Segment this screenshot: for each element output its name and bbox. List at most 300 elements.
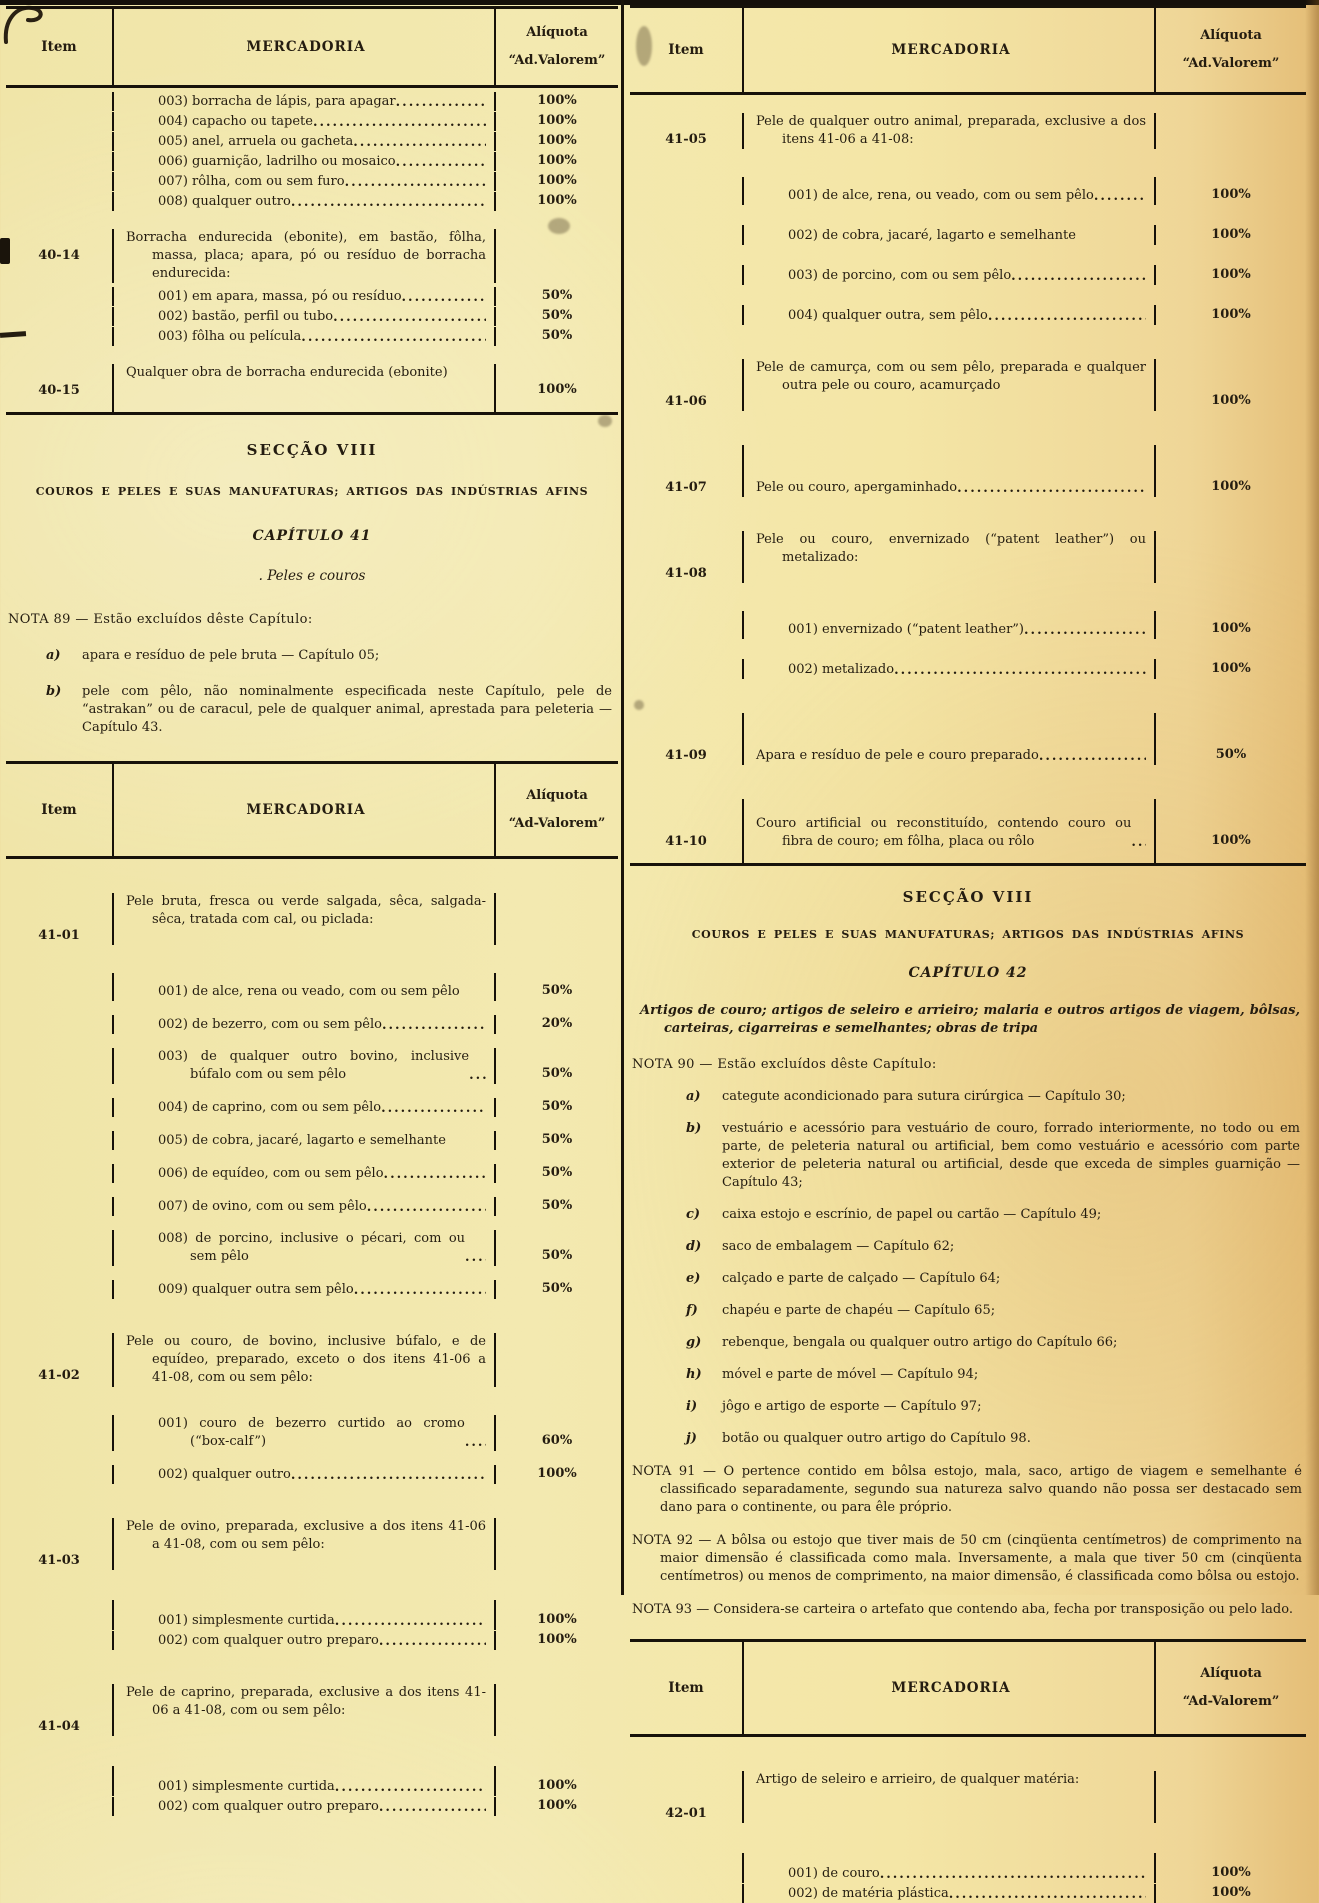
table-row bbox=[630, 285, 1306, 325]
note-letter: a) bbox=[46, 648, 61, 663]
column-divider-rule bbox=[621, 0, 624, 1595]
dot-leader bbox=[335, 1613, 486, 1630]
dot-leader bbox=[957, 480, 1146, 497]
item-code-cell bbox=[6, 973, 114, 1001]
description-cell bbox=[744, 359, 1154, 411]
table-row bbox=[6, 1650, 618, 1736]
item-code-cell bbox=[6, 1164, 114, 1183]
item-code-cell bbox=[6, 1230, 114, 1266]
note-item bbox=[46, 683, 612, 737]
item-code-cell bbox=[630, 225, 744, 245]
note-text: móvel e parte de móvel — Capítulo 94; bbox=[722, 1367, 979, 1382]
item-code-cell bbox=[630, 659, 744, 679]
header-aliquota bbox=[1154, 8, 1306, 92]
description-cell bbox=[744, 851, 1154, 863]
item-code-cell: 41-05 bbox=[630, 113, 744, 149]
sub-item-text: 002) metalizado bbox=[788, 662, 895, 677]
dot-leader bbox=[353, 134, 486, 151]
table-row bbox=[6, 306, 618, 326]
description-cell bbox=[114, 400, 494, 412]
sub-item-cell bbox=[114, 172, 494, 191]
table-row bbox=[6, 1266, 618, 1299]
sub-item-cell bbox=[114, 1280, 494, 1299]
rate-cell: 60% bbox=[494, 1415, 618, 1451]
note-letter: b) bbox=[686, 1121, 702, 1136]
rate-cell: 100% bbox=[494, 364, 618, 400]
dot-leader bbox=[1011, 268, 1146, 285]
note-item bbox=[686, 1398, 1300, 1416]
table-row bbox=[6, 1034, 618, 1084]
sub-item-cell bbox=[114, 327, 494, 346]
header-aliquota-line1: Alíquota bbox=[526, 24, 588, 40]
table-row bbox=[6, 1117, 618, 1150]
sub-item-cell bbox=[744, 225, 1154, 245]
dot-leader bbox=[367, 1199, 486, 1216]
note-text: chapéu e parte de chapéu — Capítulo 65; bbox=[722, 1303, 996, 1318]
sub-item-cell bbox=[114, 1797, 494, 1816]
note-text: apara e resíduo de pele bruta — Capítulo 05; bbox=[82, 648, 380, 663]
chapter-subtitle bbox=[630, 1002, 1306, 1038]
note-letter: j) bbox=[686, 1431, 697, 1446]
right-page-column bbox=[630, 0, 1306, 1903]
item-code-cell: 40-14 bbox=[6, 229, 114, 283]
sub-item-text: 004) qualquer outra, sem pêlo bbox=[788, 308, 988, 323]
rate-cell bbox=[1154, 113, 1306, 149]
sub-item-text: 003) de porcino, com ou sem pêlo bbox=[788, 268, 1012, 283]
sub-item-text: 001) simplesmente curtida bbox=[158, 1779, 335, 1794]
item-code-cell: 41-10 bbox=[630, 799, 744, 851]
item-code-cell bbox=[6, 1098, 114, 1117]
header-aliquota-line1: Alíquota bbox=[526, 787, 588, 803]
dot-leader bbox=[379, 1799, 486, 1816]
table-row bbox=[630, 497, 1306, 583]
dot-leader bbox=[384, 1166, 486, 1183]
rate-cell: 50% bbox=[494, 1098, 618, 1117]
header-mercadoria: MERCADORIA bbox=[246, 39, 366, 55]
table-row bbox=[6, 1001, 618, 1034]
note-item bbox=[686, 1334, 1300, 1352]
table-row bbox=[6, 131, 618, 151]
item-code-cell bbox=[6, 1131, 114, 1150]
table-body bbox=[630, 95, 1306, 863]
rate-cell: 100% bbox=[494, 1797, 618, 1816]
rate-cell: 20% bbox=[494, 1015, 618, 1034]
dot-leader bbox=[988, 308, 1146, 325]
table-body bbox=[6, 859, 618, 1816]
item-code-cell bbox=[6, 400, 114, 412]
table-row bbox=[6, 1216, 618, 1266]
chapter-subtitle: . Peles e couros bbox=[258, 568, 366, 584]
sub-item-cell bbox=[744, 177, 1154, 205]
description-text: Qualquer obra de borracha endurecida (ebonite) bbox=[126, 365, 448, 380]
sub-item-cell bbox=[114, 192, 494, 211]
item-code-cell bbox=[6, 1600, 114, 1630]
table-body bbox=[6, 88, 618, 412]
sub-item-text: 001) couro de bezerro curtido ao cromo (“box-calf”) bbox=[158, 1416, 465, 1449]
rate-cell: 50% bbox=[494, 327, 618, 346]
rate-cell: 50% bbox=[494, 1164, 618, 1183]
sub-item-text: 002) de bezerro, com ou sem pêlo bbox=[158, 1017, 382, 1032]
sub-item-text: 004) capacho ou tapete bbox=[158, 114, 313, 129]
rate-cell bbox=[494, 1684, 618, 1736]
table-row bbox=[630, 583, 1306, 639]
rate-cell bbox=[1154, 851, 1306, 863]
table-row bbox=[6, 1451, 618, 1484]
sub-item-cell bbox=[114, 92, 494, 111]
item-code-cell: 41-06 bbox=[630, 359, 744, 411]
item-code-cell bbox=[6, 1280, 114, 1299]
dot-leader bbox=[335, 1779, 486, 1796]
dot-leader bbox=[1131, 834, 1146, 851]
note-letter: d) bbox=[686, 1239, 702, 1254]
sub-item-cell bbox=[114, 132, 494, 151]
rate-cell: 50% bbox=[494, 287, 618, 306]
sub-item-cell bbox=[114, 1415, 494, 1451]
rate-cell: 100% bbox=[494, 1600, 618, 1630]
table-row bbox=[630, 1823, 1306, 1883]
note-letter: g) bbox=[686, 1335, 702, 1350]
sub-item-cell bbox=[114, 307, 494, 326]
table-row bbox=[6, 1736, 618, 1796]
table-row bbox=[630, 411, 1306, 497]
rate-cell: 100% bbox=[494, 112, 618, 131]
item-code-cell bbox=[6, 1197, 114, 1216]
table-row bbox=[6, 1387, 618, 1451]
description-text: Pele de qualquer outro animal, preparada, exclusive a dos itens 41-06 a 41-08: bbox=[756, 114, 1146, 147]
description-cell bbox=[114, 893, 494, 945]
table-row bbox=[630, 95, 1306, 149]
dot-leader bbox=[345, 174, 486, 191]
note-text: categute acondicionado para sutura cirúrgica — Capítulo 30; bbox=[722, 1089, 1126, 1104]
rate-cell: 100% bbox=[1154, 799, 1306, 851]
sub-item-cell bbox=[744, 265, 1154, 285]
sub-item-cell bbox=[744, 659, 1154, 679]
rate-cell: 100% bbox=[494, 92, 618, 111]
item-code-cell bbox=[6, 152, 114, 171]
rate-cell bbox=[494, 229, 618, 283]
sub-item-cell bbox=[114, 1766, 494, 1796]
note-letter: e) bbox=[686, 1271, 701, 1286]
sub-item-cell bbox=[114, 1164, 494, 1183]
item-code-cell bbox=[6, 172, 114, 191]
section-heading: SECÇÃO VIII bbox=[902, 888, 1034, 906]
header-aliquota-line2: “Ad.Valorem” bbox=[1182, 55, 1280, 71]
note-text: saco de embalagem — Capítulo 62; bbox=[722, 1239, 955, 1254]
sub-item-cell bbox=[744, 611, 1154, 639]
sub-item-cell bbox=[114, 112, 494, 131]
note-item bbox=[686, 1238, 1300, 1256]
item-code-cell: 41-04 bbox=[6, 1684, 114, 1736]
nota-91: NOTA 91 — O pertence contido em bôlsa estojo, mala, saco, artigo de viagem e semelhante é classificado separadamente, segundo sua natureza salvo quando não possa ser destacado sem dano para o continente, ou para êle próprio. bbox=[632, 1464, 1302, 1515]
table-row-spacer bbox=[6, 400, 618, 412]
sub-item-text: 002) com qualquer outro preparo bbox=[158, 1633, 379, 1648]
dot-leader bbox=[1094, 188, 1146, 205]
item-code-cell bbox=[6, 1631, 114, 1650]
sub-item-text: 001) de alce, rena ou veado, com ou sem pêlo bbox=[158, 984, 460, 999]
rate-cell: 50% bbox=[494, 1048, 618, 1084]
rate-cell: 100% bbox=[494, 1465, 618, 1484]
dot-leader bbox=[949, 1886, 1146, 1903]
sub-item-text: 005) anel, arruela ou gacheta bbox=[158, 134, 354, 149]
sub-item-text: 005) de cobra, jacaré, lagarto e semelhante bbox=[158, 1133, 446, 1148]
dot-leader bbox=[880, 1866, 1146, 1883]
table-row bbox=[630, 679, 1306, 765]
sub-item-cell bbox=[114, 973, 494, 1001]
item-code-cell bbox=[6, 192, 114, 211]
note-item bbox=[686, 1088, 1300, 1106]
sub-item-cell bbox=[114, 287, 494, 306]
note-item bbox=[686, 1366, 1300, 1384]
dot-leader bbox=[894, 662, 1146, 679]
dot-leader bbox=[382, 1017, 486, 1034]
sub-item-text: 009) qualquer outra sem pêlo bbox=[158, 1282, 354, 1297]
chapter-heading: CAPÍTULO 42 bbox=[908, 965, 1028, 981]
nota-92: NOTA 92 — A bôlsa ou estojo que tiver mais de 50 cm (cinqüenta centímetros) de comprimento na maior dimensão é classificada como mala. Inversamente, a mala que tiver 50 cm (cinqüenta centímetros) ou menos de comprimento, na maior dimensão, é classificada como bôlsa ou estojo. bbox=[632, 1533, 1302, 1584]
description-cell bbox=[744, 799, 1154, 851]
sub-item-text: 001) em apara, massa, pó ou resíduo bbox=[158, 289, 402, 304]
rate-cell: 100% bbox=[494, 1766, 618, 1796]
tariff-table-chapter-41-right bbox=[630, 5, 1306, 866]
table-row bbox=[630, 325, 1306, 411]
header-aliquota-line2: “Ad-Valorem” bbox=[1182, 1693, 1280, 1709]
table-row bbox=[6, 326, 618, 346]
sub-item-text: 001) de couro bbox=[788, 1866, 880, 1881]
rate-cell: 100% bbox=[1154, 225, 1306, 245]
sub-item-cell bbox=[114, 1465, 494, 1484]
dot-leader bbox=[1024, 622, 1146, 639]
dot-leader bbox=[381, 1100, 486, 1117]
dot-leader bbox=[465, 1249, 486, 1266]
description-cell bbox=[114, 1684, 494, 1736]
note-letter: i) bbox=[686, 1399, 698, 1414]
sub-item-text: 003) de qualquer outro bovino, inclusive búfalo com ou sem pêlo bbox=[158, 1049, 470, 1082]
description-cell bbox=[114, 1333, 494, 1387]
table-row bbox=[6, 1299, 618, 1387]
dot-leader bbox=[379, 1633, 486, 1650]
sub-item-text: 001) simplesmente curtida bbox=[158, 1613, 335, 1628]
sub-item-text: 001) envernizado (“patent leather”) bbox=[788, 622, 1025, 637]
description-text: Pele ou couro, envernizado (“patent leather”) ou metalizado: bbox=[756, 532, 1146, 565]
header-mercadoria: MERCADORIA bbox=[891, 1680, 1011, 1696]
table-row bbox=[630, 245, 1306, 285]
rate-cell bbox=[494, 893, 618, 945]
sub-item-text: 003) borracha de lápis, para apagar bbox=[158, 94, 396, 109]
table-row bbox=[6, 211, 618, 283]
dot-leader bbox=[313, 114, 486, 131]
rate-cell: 100% bbox=[494, 172, 618, 191]
tariff-table-chapter-42 bbox=[630, 1639, 1306, 1903]
rate-cell: 100% bbox=[1154, 265, 1306, 285]
dot-leader bbox=[291, 194, 486, 211]
nota-93: NOTA 93 — Considera-se carteira o artefato que contendo aba, fecha por transposição ou pelo lado. bbox=[632, 1602, 1293, 1617]
rate-cell: 50% bbox=[494, 1230, 618, 1266]
section-41 bbox=[6, 441, 618, 737]
table-row bbox=[6, 1183, 618, 1216]
rate-cell: 100% bbox=[494, 192, 618, 211]
header-mercadoria: MERCADORIA bbox=[891, 42, 1011, 58]
rate-cell bbox=[1154, 1771, 1306, 1823]
note-letter: f) bbox=[686, 1303, 698, 1318]
section-caps-line: COUROS E PELES E SUAS MANUFATURAS; ARTIGOS DAS INDÚSTRIAS AFINS bbox=[35, 485, 589, 498]
tariff-table-chapter-40 bbox=[6, 6, 618, 415]
rate-cell: 50% bbox=[494, 973, 618, 1001]
section-42 bbox=[630, 888, 1306, 1619]
rate-cell bbox=[494, 1333, 618, 1387]
note-item bbox=[686, 1430, 1300, 1448]
note-item bbox=[46, 647, 612, 665]
item-code-cell: 42-01 bbox=[630, 1771, 744, 1823]
note-text: rebenque, bengala ou qualquer outro artigo do Capítulo 66; bbox=[722, 1335, 1118, 1350]
table-header bbox=[6, 9, 618, 88]
rate-cell: 100% bbox=[1154, 359, 1306, 411]
table-row bbox=[630, 1883, 1306, 1903]
header-mercadoria: MERCADORIA bbox=[246, 802, 366, 818]
item-code-cell: 41-03 bbox=[6, 1518, 114, 1570]
item-code-cell bbox=[630, 851, 744, 863]
description-text: Pele bruta, fresca ou verde salgada, sêca, salgada-sêca, tratada com cal, ou piclada: bbox=[126, 894, 486, 927]
item-code-cell bbox=[6, 1415, 114, 1451]
table-row bbox=[6, 88, 618, 111]
dot-leader bbox=[354, 1282, 486, 1299]
rate-cell bbox=[1154, 531, 1306, 583]
table-header bbox=[6, 764, 618, 859]
sub-item-cell bbox=[114, 152, 494, 171]
sub-item-cell bbox=[114, 1631, 494, 1650]
description-text: Borracha endurecida (ebonite), em bastão, fôlha, massa, placa; apara, pó ou resíduo de borracha endurecida: bbox=[126, 230, 486, 281]
header-aliquota-line2: “Ad-Valorem” bbox=[508, 815, 606, 831]
nota-90-list bbox=[630, 1088, 1306, 1448]
note-text: calçado e parte de calçado — Capítulo 64; bbox=[722, 1271, 1001, 1286]
sub-item-text: 008) de porcino, inclusive o pécari, com ou sem pêlo bbox=[158, 1231, 466, 1264]
nota-89-list bbox=[6, 647, 618, 737]
table-row bbox=[6, 171, 618, 191]
sub-item-cell bbox=[744, 305, 1154, 325]
table-row bbox=[6, 191, 618, 211]
note-text: pele com pêlo, não nominalmente especificada neste Capítulo, pele de “astrakan” ou de caracul, pele de qualquer animal, aprestada para peleteria — Capítulo 43. bbox=[82, 684, 612, 735]
item-code-cell bbox=[630, 1884, 744, 1903]
tariff-table-chapter-41-left bbox=[6, 761, 618, 1816]
dot-leader bbox=[333, 309, 486, 326]
header-item: Item bbox=[6, 764, 114, 856]
sub-item-text: 002) qualquer outro bbox=[158, 1467, 291, 1482]
sub-item-text: 006) de equídeo, com ou sem pêlo bbox=[158, 1166, 384, 1181]
sub-item-cell bbox=[114, 1131, 494, 1150]
table-row bbox=[6, 1570, 618, 1630]
table-row bbox=[6, 151, 618, 171]
sub-item-text: 001) de alce, rena, ou veado, com ou sem pêlo bbox=[788, 188, 1094, 203]
description-cell bbox=[114, 1518, 494, 1570]
dot-leader bbox=[402, 289, 486, 306]
header-aliquota-line1: Alíquota bbox=[1200, 1665, 1262, 1681]
sub-item-text: 008) qualquer outro bbox=[158, 194, 291, 209]
dot-leader bbox=[396, 154, 486, 171]
item-code-cell: 41-09 bbox=[630, 713, 744, 765]
chapter-subtitle-text: Artigos de couro; artigos de seleiro e arrieiro; malaria e outros artigos de viagem, bôlsas, carteiras, cigarreiras e semelhantes; obras de tripa bbox=[640, 1003, 1300, 1036]
rate-cell bbox=[494, 400, 618, 412]
dot-leader bbox=[291, 1467, 486, 1484]
sub-item-text: 002) de matéria plástica bbox=[788, 1886, 949, 1901]
table-row bbox=[630, 149, 1306, 205]
item-code-cell bbox=[6, 1465, 114, 1484]
rate-cell: 50% bbox=[494, 1197, 618, 1216]
rate-cell: 100% bbox=[494, 1631, 618, 1650]
page-gutter-shadow bbox=[1305, 0, 1319, 1595]
dot-leader bbox=[465, 1434, 486, 1451]
description-cell bbox=[114, 229, 494, 283]
rate-cell: 100% bbox=[1154, 611, 1306, 639]
item-code-cell: 41-02 bbox=[6, 1333, 114, 1387]
rate-cell: 100% bbox=[494, 152, 618, 171]
item-code-cell: 41-07 bbox=[630, 445, 744, 497]
item-code-cell: 40-15 bbox=[6, 364, 114, 400]
table-row bbox=[6, 859, 618, 945]
table-body bbox=[630, 1737, 1306, 1903]
note-text: jôgo e artigo de esporte — Capítulo 97; bbox=[722, 1399, 982, 1414]
rate-cell: 100% bbox=[1154, 659, 1306, 679]
header-item: Item bbox=[6, 9, 114, 85]
description-text: Pele de ovino, preparada, exclusive a dos itens 41-06 a 41-08, com ou sem pêlo: bbox=[126, 1519, 486, 1552]
note-text: botão ou qualquer outro artigo do Capítulo 98. bbox=[722, 1431, 1031, 1446]
header-aliquota bbox=[494, 764, 618, 856]
item-code-cell bbox=[630, 1853, 744, 1883]
sub-item-text: 002) bastão, perfil ou tubo bbox=[158, 309, 334, 324]
description-cell bbox=[114, 364, 494, 400]
description-cell bbox=[744, 113, 1154, 149]
header-aliquota-line2: “Ad.Valorem” bbox=[508, 52, 606, 68]
note-text: vestuário e acessório para vestuário de couro, forrado interiormente, no todo ou em parte, de peleteria natural ou artificial, bem como vestuário e acessório com parte exterior de peleteria natural ou artificial, desde que exceda de simples guarnição — Capítulo 43; bbox=[722, 1121, 1300, 1190]
item-code-cell: 41-08 bbox=[630, 531, 744, 583]
sub-item-text: 007) rôlha, com ou sem furo bbox=[158, 174, 345, 189]
table-row bbox=[6, 945, 618, 1001]
sub-item-cell bbox=[114, 1098, 494, 1117]
item-code-cell bbox=[6, 327, 114, 346]
description-text: Pele ou couro, de bovino, inclusive búfalo, e de equídeo, preparado, exceto o dos itens 41-06 a 41-08, com ou sem pêlo: bbox=[126, 1334, 486, 1385]
section-caps-line: COUROS E PELES E SUAS MANUFATURAS; ARTIGOS DAS INDÚSTRIAS AFINS bbox=[691, 928, 1245, 941]
item-code-cell bbox=[6, 1797, 114, 1816]
rate-cell bbox=[494, 1518, 618, 1570]
header-item: Item bbox=[630, 1642, 744, 1734]
sub-item-text: 002) com qualquer outro preparo bbox=[158, 1799, 379, 1814]
item-code-cell bbox=[6, 1048, 114, 1084]
table-row bbox=[6, 1630, 618, 1650]
header-aliquota-line1: Alíquota bbox=[1200, 27, 1262, 43]
description-cell bbox=[744, 1771, 1154, 1823]
nota-89-heading: NOTA 89 — Estão excluídos dêste Capítulo: bbox=[8, 612, 313, 627]
table-row bbox=[6, 1796, 618, 1816]
table-row bbox=[6, 1084, 618, 1117]
note-item bbox=[686, 1120, 1300, 1192]
sub-item-cell bbox=[744, 1853, 1154, 1883]
item-code-cell bbox=[630, 611, 744, 639]
dot-leader bbox=[1039, 748, 1146, 765]
left-page-column bbox=[6, 0, 618, 1816]
note-item bbox=[686, 1206, 1300, 1224]
table-row bbox=[6, 111, 618, 131]
item-code-cell bbox=[630, 177, 744, 205]
table-header bbox=[630, 8, 1306, 95]
header-aliquota bbox=[494, 9, 618, 85]
table-row bbox=[630, 1737, 1306, 1823]
nota-90-heading: NOTA 90 — Estão excluídos dêste Capítulo: bbox=[632, 1057, 937, 1072]
note-item bbox=[686, 1302, 1300, 1320]
dot-leader bbox=[396, 94, 486, 111]
item-code-cell bbox=[630, 305, 744, 325]
table-row bbox=[630, 205, 1306, 245]
rate-cell: 100% bbox=[1154, 305, 1306, 325]
item-code-cell bbox=[6, 132, 114, 151]
item-code-cell bbox=[6, 92, 114, 111]
item-code-cell bbox=[6, 1766, 114, 1796]
